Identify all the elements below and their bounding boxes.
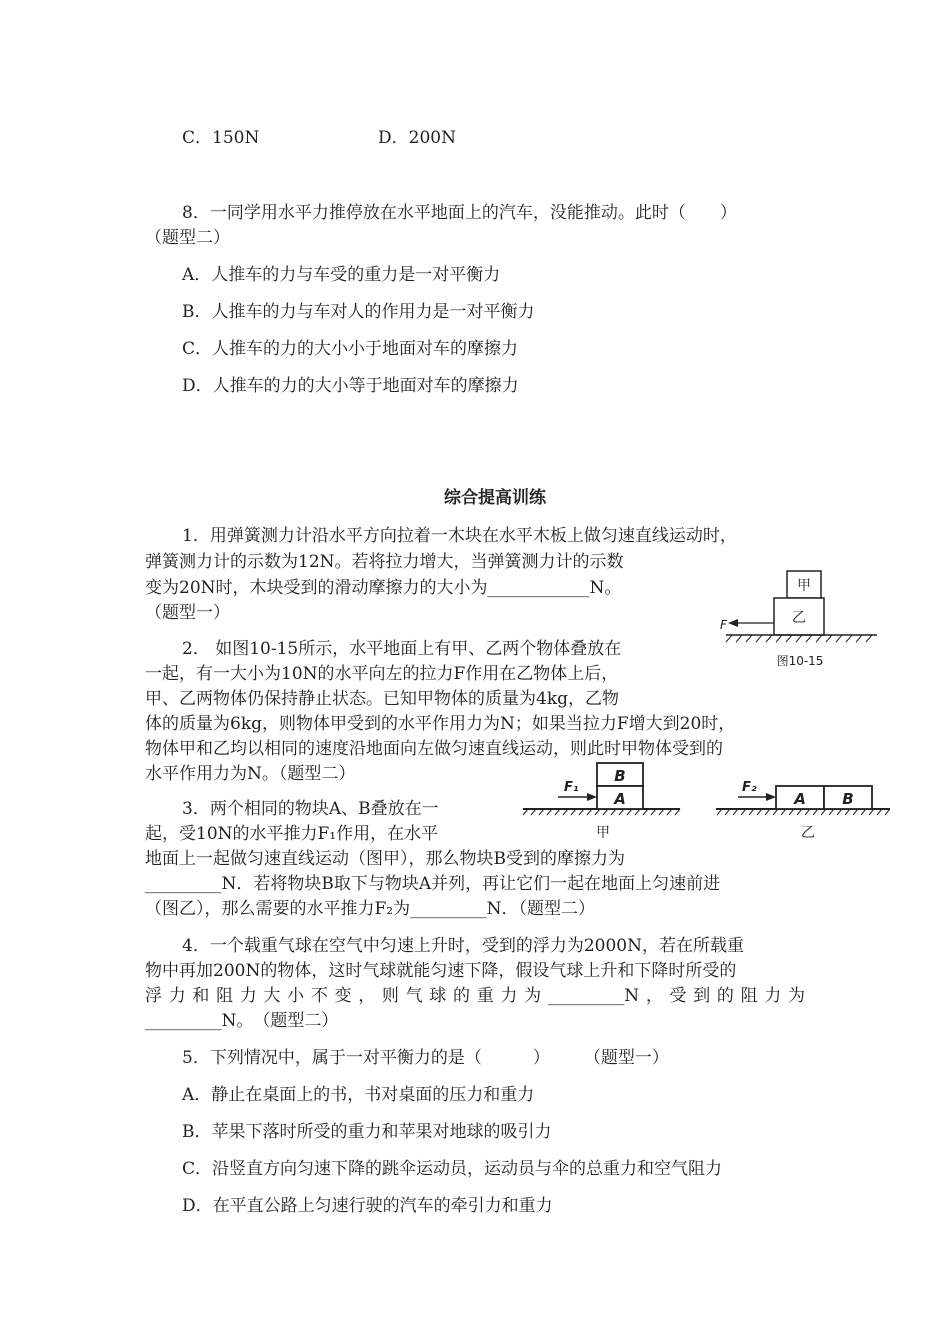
figure-caption: 图10-15 [776, 654, 824, 668]
p1-line4: （题型一） [145, 603, 230, 623]
q8-type: （题型二） [145, 228, 230, 248]
p5-option-d: D．在平直公路上匀速行驶的汽车的牵引力和重力 [182, 1196, 553, 1216]
figure-jia-yi [518, 757, 898, 847]
p2-line6: 水平作用力为N。（题型二） [145, 764, 356, 784]
p2-line5: 物体甲和乙均以相同的速度沿地面向左做匀速直线运动，则此时甲物体受到的 [145, 739, 723, 759]
q8-option-c: C．人推车的力的大小小于地面对车的摩擦力 [182, 339, 519, 359]
ground-hatch [726, 635, 872, 642]
p1-line3: 变为20N时，木块受到的滑动摩擦力的大小为____________N。 [145, 578, 622, 598]
block-a-stacked-label: A [614, 790, 626, 808]
p1-line2: 弹簧测力计的示数为12N。若将拉力增大，当弹簧测力计的示数 [145, 552, 624, 572]
option-d-prev: D．200N [378, 128, 456, 148]
force-arrowhead [728, 619, 738, 627]
q8-option-a: A．人推车的力与车受的重力是一对平衡力 [182, 265, 501, 285]
p2-line4: 体的质量为6kg，则物体甲受到的水平作用力为N；如果当拉力F增大到20时， [145, 714, 736, 734]
block-a-side-label: A [794, 790, 806, 808]
force-f2-arrowhead [766, 793, 776, 801]
force-f2-label: F₂ [742, 780, 757, 795]
force-label: F [720, 618, 727, 632]
p3-line4: _________N．若将物块B取下与物块A并列，再让它们一起在地面上匀速前进 [145, 874, 721, 894]
p2-line2: 一起，有一大小为10N的水平向左的拉力F作用在乙物体上后， [145, 664, 619, 684]
figure-label-jia: 甲 [596, 825, 610, 841]
q8-option-b: B．人推车的力与车对人的作用力是一对平衡力 [182, 302, 535, 322]
q8-option-d: D．人推车的力的大小等于地面对车的摩擦力 [182, 376, 519, 396]
p4-line3: 浮力和阻力大小不变，则气球的重力为_________N，受到的阻力为 [145, 986, 805, 1006]
p5-option-c: C．沿竖直方向匀速下降的跳伞运动员，运动员与伞的总重力和空气阻力 [182, 1159, 723, 1179]
force-f1-arrowhead [587, 793, 597, 801]
p3-line1: 3．两个相同的物块A、B叠放在一 [182, 799, 439, 819]
force-f1-label: F₁ [564, 780, 579, 795]
p5-option-a: A．静止在桌面上的书，书对桌面的压力和重力 [182, 1085, 535, 1105]
p4-line2: 物中再加200N的物体，这时气球就能匀速下降，假设气球上升和下降时所受的 [145, 961, 737, 981]
p2-line3: 甲、乙两物体仍保持静止状态。已知甲物体的质量为4kg，乙物 [145, 689, 619, 709]
p3-line3: 地面上一起做匀速直线运动（图甲），那么物块B受到的摩擦力为 [145, 849, 625, 869]
figure-label-yi: 乙 [801, 825, 815, 841]
block-b-side-label: B [842, 790, 854, 808]
block-jia-label: 甲 [797, 578, 811, 594]
option-c-prev: C．150N [182, 128, 260, 148]
block-yi-label: 乙 [792, 610, 806, 626]
p5-stem: 5．下列情况中，属于一对平衡力的是（ ） （题型一） [182, 1048, 669, 1068]
p3-line2: 起，受10N的水平推力F₁作用，在水平 [145, 824, 439, 844]
p3-line5: （图乙），那么需要的水平推力F₂为_________N．（题型二） [145, 899, 595, 919]
q8-stem: 8．一同学用水平力推停放在水平地面上的汽车，没能推动。此时（ ） [182, 203, 737, 223]
section-title: 综合提高训练 [444, 488, 546, 508]
p1-line1: 1．用弹簧测力计沿水平方向拉着一木块在水平木板上做匀速直线运动时， [182, 526, 737, 546]
p4-line1: 4．一个载重气球在空气中匀速上升时，受到的浮力为2000N，若在所载重 [182, 936, 744, 956]
figure-10-15 [712, 565, 882, 675]
block-b-stacked-label: B [614, 767, 626, 785]
p2-line1: 2． 如图10-15所示，水平地面上有甲、乙两个物体叠放在 [182, 639, 622, 659]
p4-line4: _________N。 （题型二） [145, 1011, 339, 1031]
p5-option-b: B．苹果下落时所受的重力和苹果对地球的吸引力 [182, 1122, 552, 1142]
